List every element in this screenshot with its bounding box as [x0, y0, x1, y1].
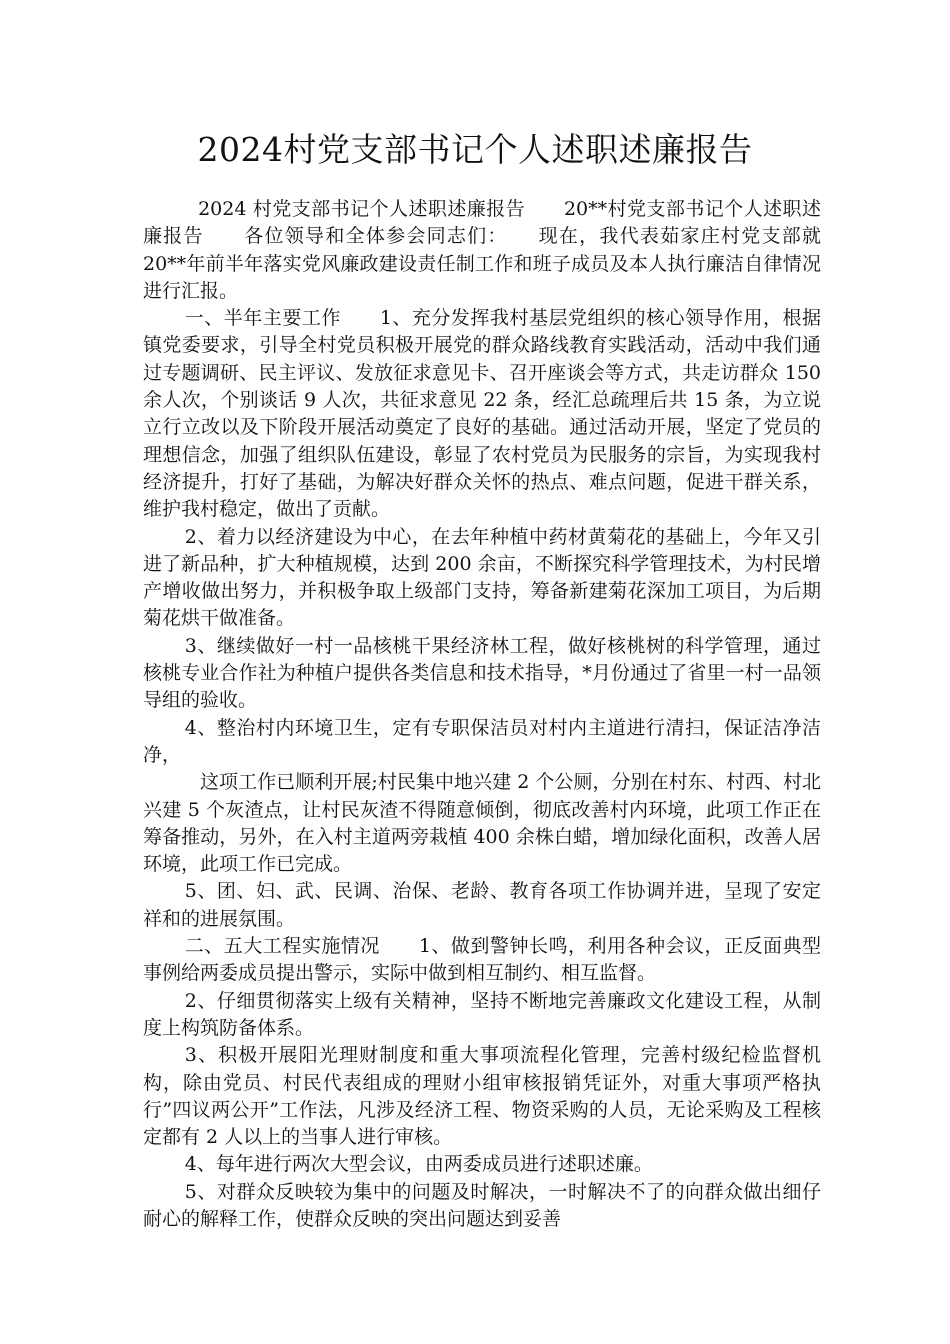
paragraph-item-5: 5、团、妇、武、民调、治保、老龄、教育各项工作协调并进，呈现了安定祥和的进展氛围。 [143, 880, 821, 930]
paragraph-item-3: 3、继续做好一村一品核桃干果经济林工程，做好核桃树的科学管理，通过核桃专业合作社为种植户提供各类信息和技术指导，*月份通过了省里一村一品领导组的验收。 [143, 634, 821, 712]
paragraph-section-2-item-3: 3、积极开展阳光理财制度和重大事项流程化管理，完善村级纪检监督机构，除由党员、村民代表组成的理财小组审核报销凭证外，对重大事项严格执行”四议两公开”工作法，凡涉及经济工程、物资采购的人员，无论采购及工程核定都有 2 人以上的当事人进行审核。 [143, 1044, 821, 1149]
document-title: 2024村党支部书记个人述职述廉报告 [197, 130, 753, 169]
paragraph-item-4-continued: 这项工作已顺利开展;村民集中地兴建 2 个公厕，分别在村东、村西、村北兴建 5 个灰渣点，让村民灰渣不得随意倾倒，彻底改善村内环境，此项工作正在筹备推动，另外，在入村主道两旁栽植 400 余株白蜡，增加绿化面积，改善人居环境，此项工作已完成。 [143, 771, 821, 876]
paragraph-section-2-item-1: 二、五大工程实施情况 1、做到警钟长鸣，利用各种会议，正反面典型事例给两委成员提出警示，实际中做到相互制约、相互监督。 [143, 935, 821, 985]
paragraph-section-2-item-4: 4、每年进行两次大型会议，由两委成员进行述职述廉。 [184, 1153, 653, 1176]
paragraph-section-1-item-1: 一、半年主要工作 1、充分发挥我村基层党组织的核心领导作用，根据镇党委要求，引导全村党员积极开展党的群众路线教育实践活动，活动中我们通过专题调研、民主评议、发放征求意见卡、召开座谈会等方式，共走访群众 150 余人次，个别谈话 9 人次，共征求意见 22 条，经汇总疏理后共 15 条，为立说立行立改以及下阶段开展活动奠定了良好的基础。通过活动开展，坚定了党员的理想信念，加强了组织队伍建设，彰显了农村党员为民服务的宗旨，为实现我村经济提升，打好了基础，为解决好群众关怀的热点、难点问题，促进干群关系，维护我村稳定，做出了贡献。 [143, 307, 821, 521]
paragraph-section-2-item-2: 2、仔细贯彻落实上级有关精神，坚持不断地完善廉政文化建设工程，从制度上构筑防备体系。 [143, 989, 821, 1039]
document-body [143, 196, 821, 1233]
paragraph-section-2-item-5: 5、对群众反映较为集中的问题及时解决，一时解决不了的向群众做出细仔耐心的解释工作，使群众反映的突出问题达到妥善 [143, 1180, 821, 1230]
paragraph-intro: 2024 村党支部书记个人述职述廉报告 20**村党支部书记个人述职述廉报告 各位领导和全体参会同志们： 现在，我代表茹家庄村党支部就 20**年前半年落实党风廉政建设责任制工作和班子成员及本人执行廉洁自律情况进行汇报。 [143, 198, 821, 302]
paragraph-item-4: 4、整治村内环境卫生，定有专职保洁员对村内主道进行清扫，保证洁净洁净， [143, 716, 821, 766]
paragraph-item-2: 2、着力以经济建设为中心，在去年种植中药材黄菊花的基础上，今年又引进了新品种，扩大种植规模，达到 200 余亩，不断探究科学管理技术，为村民增产增收做出努力，并积极争取上级部门支持，筹备新建菊花深加工项目，为后期菊花烘干做准备。 [143, 525, 821, 630]
